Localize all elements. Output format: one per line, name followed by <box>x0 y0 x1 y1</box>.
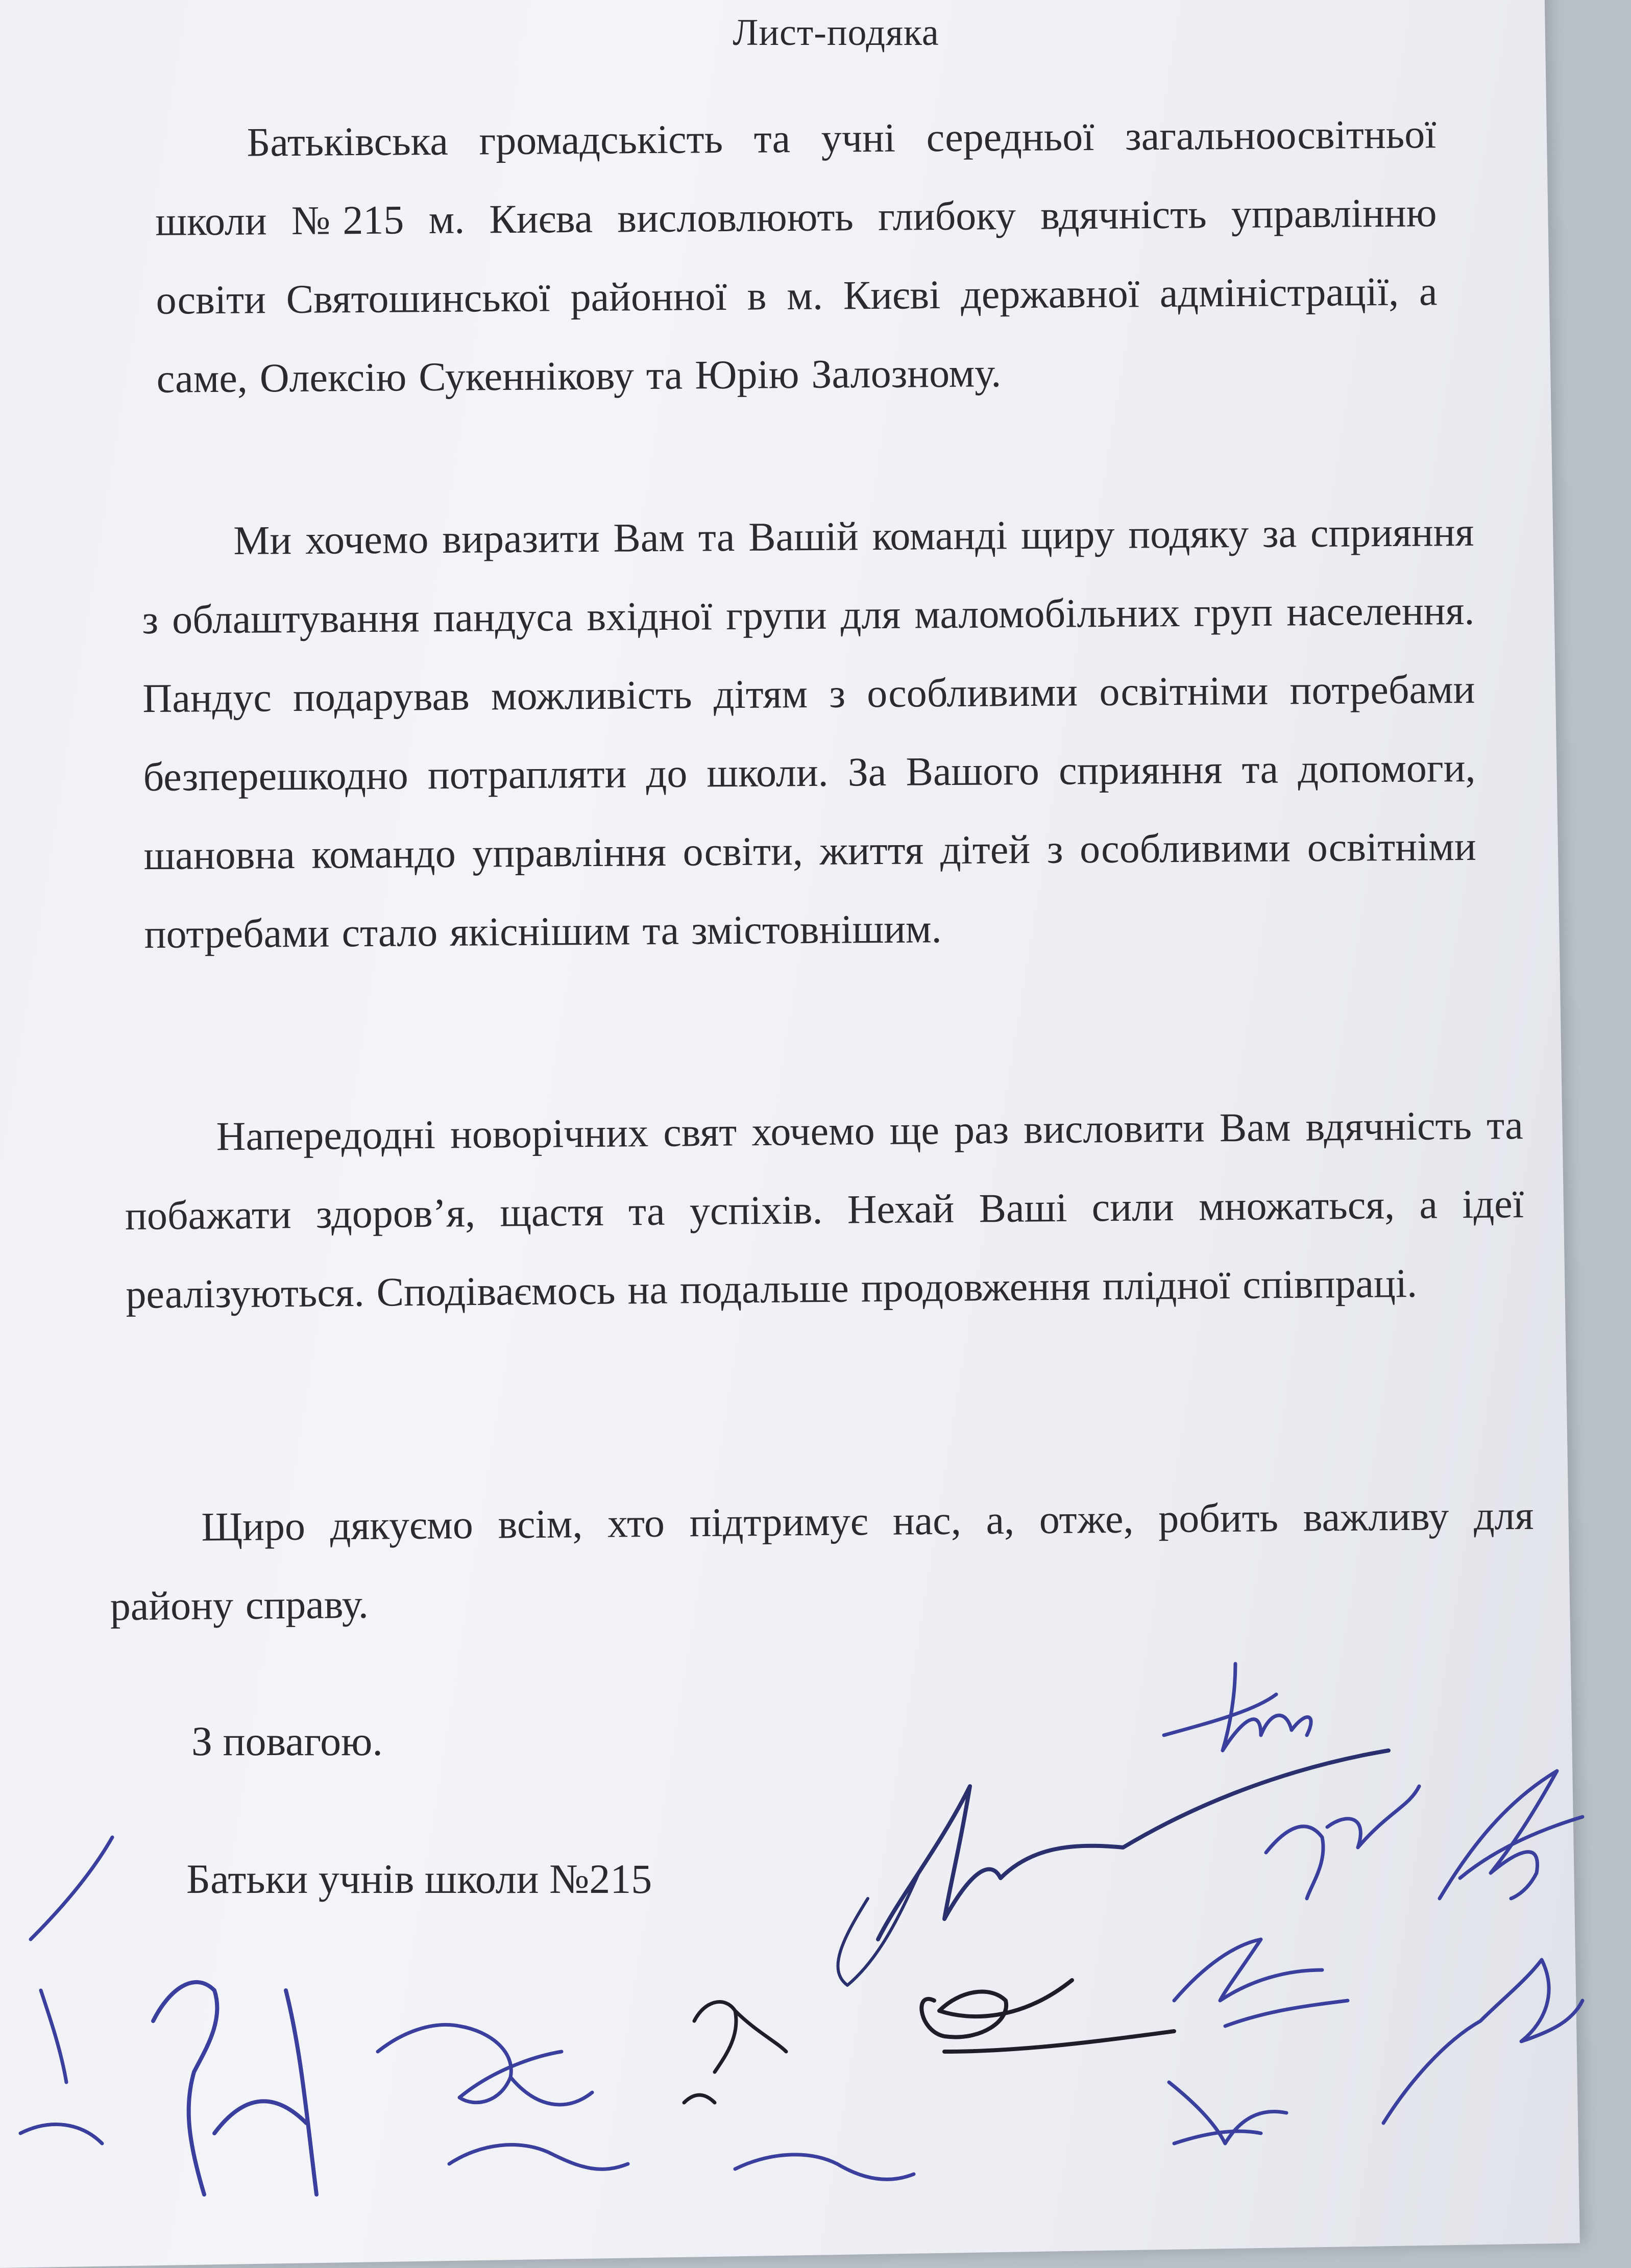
signature-11 <box>449 2145 914 2180</box>
closing-regards: З повагою. <box>191 1718 383 1764</box>
signature-5 <box>921 1980 1174 2052</box>
signature-13 <box>20 1837 112 2143</box>
signature-3 <box>1266 1786 1419 1899</box>
signature-10 <box>684 2002 786 2103</box>
signature-6 <box>1174 1939 1348 2026</box>
closing-signoff: Батьки учнів школи №215 <box>186 1856 652 1902</box>
paragraph-2: Ми хочемо виразити Вам та Вашій команді щиру подяку за сприяння з облаштування пандуса вхідної групи для маломобільних груп населення. Пандус подарував можливість дітям з особливими освітніми потребами безперешкодно потрапляти до школи. За Вашого сприяння та допомоги, шановна командо управління освіти, життя дітей з особливими освітніми потребами стало якіснішим та змістовнішим. <box>142 509 1476 957</box>
signature-9 <box>378 2025 592 2105</box>
paragraph-1: Батьківська громадськість та учні середньої загальноосвітньої школи №215 м. Києва висловлюють глибоку вдячність управлінню освіти Святошинської районної в м. Києві державної адміністрації, а саме, Олексію Сукеннікову та Юрію Залозному. <box>155 112 1438 402</box>
signature-2 <box>878 1751 1389 1939</box>
paragraph-3: Напередодні новорічних свят хочемо ще раз висловити Вам вдячність та побажати здоров’я, щастя та успіхів. Нехай Ваші сили множаться, а ідеї реалізуються. Сподіваємось на подальше продовження плідної співпраці. <box>125 1103 1524 1317</box>
signature-12 <box>1169 2082 1286 2143</box>
signature-4 <box>1440 1771 1583 1899</box>
signature-7 <box>1383 1960 1583 2123</box>
signatures-area <box>0 1633 1631 2215</box>
letter-title: Лист-подяка <box>733 12 939 54</box>
paragraph-4: Щиро дякуємо всім, хто підтримує нас, а, отже, робить важливу для району справу. <box>110 1493 1534 1630</box>
signature-1 <box>1164 1664 1311 1751</box>
signature-8 <box>153 1982 317 2195</box>
